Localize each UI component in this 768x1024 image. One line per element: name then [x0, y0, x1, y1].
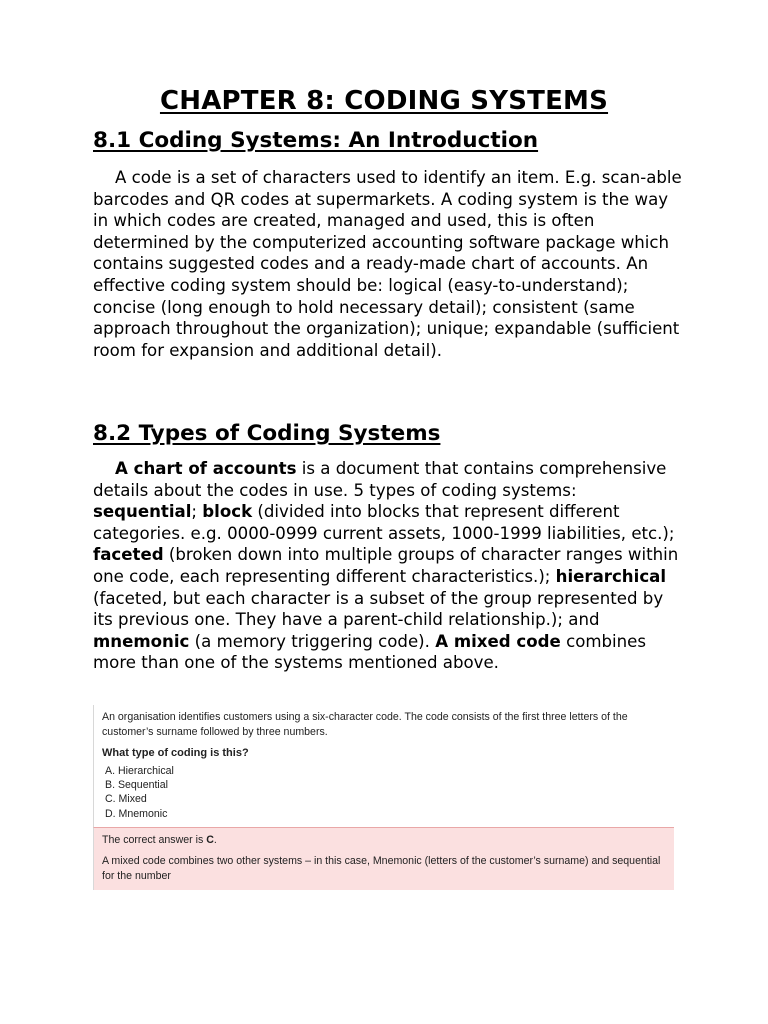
paragraph-text: (faceted, but each character is a subset of the group represented by its previous one. They have a parent-child relationship.); and — [93, 588, 664, 630]
term-chart-of-accounts: A chart of accounts — [115, 459, 297, 478]
quiz-screenshot — [93, 705, 674, 890]
quiz-option-c: C. Mixed — [105, 793, 147, 806]
quiz-option-b: B. Sequential — [105, 779, 169, 792]
term-block: block — [202, 502, 253, 522]
term-mixed-code: A mixed code — [435, 631, 561, 651]
paragraph-text: (divided into blocks that represent different categories. e.g. 0000-0999 current assets, 1000-1999 liabilities, etc.); — [93, 502, 675, 543]
answer-suffix: . — [213, 833, 217, 846]
paragraph-text: (broken down into multiple groups of character ranges within one code, each representing different characteristics.); — [93, 545, 679, 586]
quiz-options-list — [102, 764, 674, 821]
section-8-1-paragraph — [93, 167, 683, 361]
section-8-1-text: A code is a set of characters used to identify an item. E.g. scan-able barcodes and QR codes at supermarkets. A coding system is the way in which codes are created, managed and used, this is often determined by the computerized accounting software package which contains suggested codes and a ready-made chart of accounts. An effective coding system should be: logical (easy-to-understand); concise (long enough to hold necessary detail); consistent (same approach throughout the organization); unique; expandable (sufficient room for expansion and additional detail). — [93, 168, 682, 360]
quiz-question-panel — [93, 705, 674, 827]
answer-letter: C — [206, 833, 214, 846]
quiz-question-text: An organisation identifies customers using a six-character code. The code consists of the first three letters of the customer’s surname followed by three numbers. — [102, 711, 628, 738]
answer-prefix: The correct answer is — [102, 833, 207, 846]
quiz-answer-panel — [93, 827, 674, 890]
quiz-option-a: A. Hierarchical — [105, 765, 174, 777]
section-heading-8-2: 8.2 Types of Coding Systems — [93, 421, 441, 446]
paragraph-text: is a document that contains comprehensive details about the codes in use. 5 types of coding systems: — [93, 459, 667, 500]
quiz-explanation: A mixed code combines two other systems – in this case, Mnemonic (letters of the customer’s surname) and sequential for the number — [102, 854, 661, 882]
section-heading-8-1: 8.1 Coding Systems: An Introduction — [93, 128, 539, 153]
section-8-2-paragraph — [93, 458, 683, 674]
term-hierarchical: hierarchical — [555, 566, 667, 586]
term-mnemonic: mnemonic — [93, 631, 190, 651]
paragraph-text: combines more than one of the systems mentioned above. — [93, 631, 647, 673]
quiz-correct-answer — [102, 833, 666, 848]
quiz-prompt: What type of coding is this? — [102, 747, 249, 759]
paragraph-text: (a memory triggering code). — [189, 631, 436, 651]
paragraph-text: ; — [191, 502, 203, 522]
chapter-title: CHAPTER 8: CODING SYSTEMS — [159, 86, 609, 116]
term-faceted: faceted — [93, 545, 164, 565]
term-sequential: sequential — [93, 502, 192, 522]
quiz-option-d: D. Mnemonic — [105, 807, 168, 820]
